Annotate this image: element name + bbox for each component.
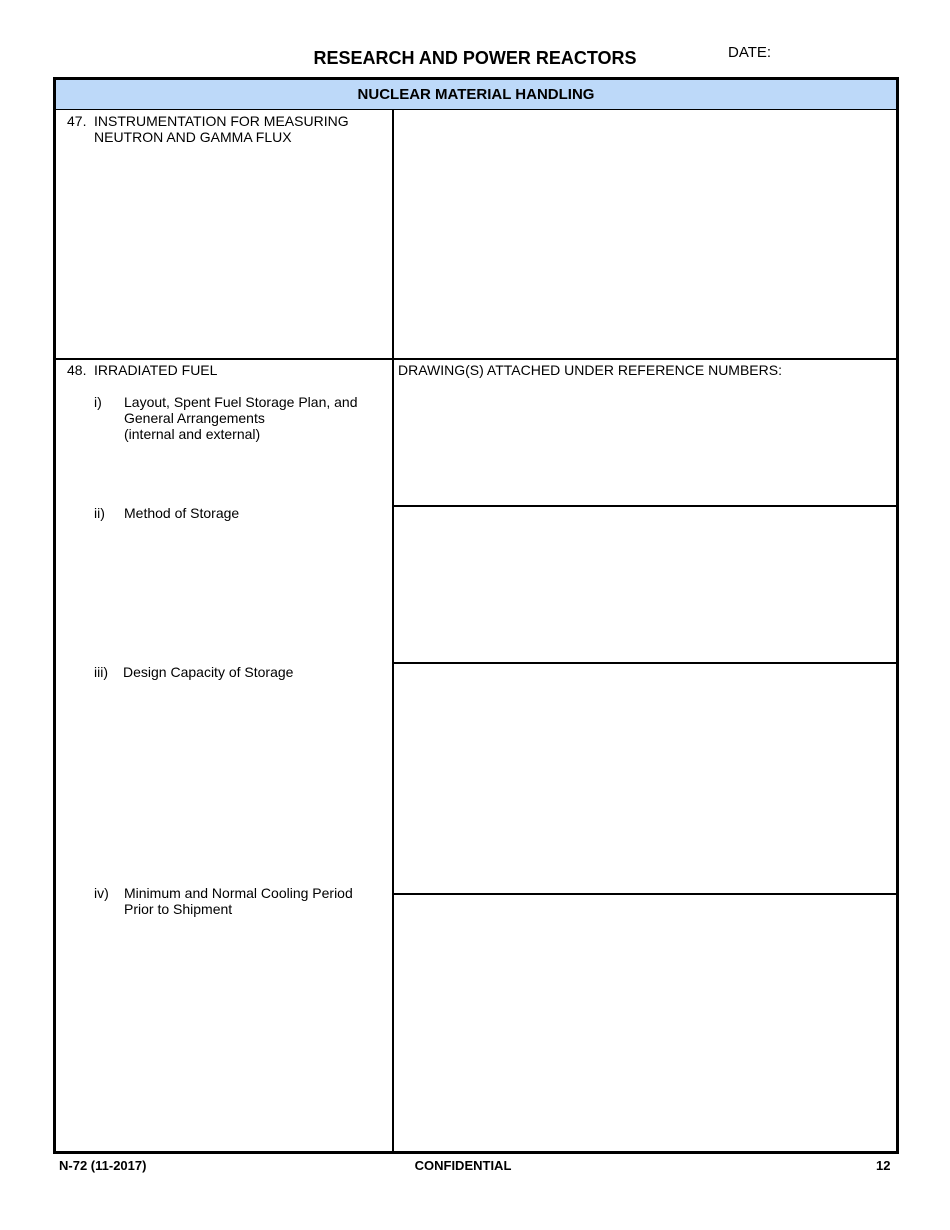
form-id: N-72 (11-2017) <box>59 1158 147 1173</box>
sub-item-iv-answer-field[interactable] <box>394 895 896 1151</box>
sub-item-iv-label: Minimum and Normal Cooling Period Prior to Shipment <box>124 885 353 917</box>
sub-item-i-number: i) <box>94 394 102 410</box>
row-divider-47-48 <box>56 358 896 360</box>
page-title: RESEARCH AND POWER REACTORS <box>313 48 637 68</box>
sub-item-iii-answer-field[interactable] <box>394 664 896 893</box>
sub-item-iii-number: iii) <box>94 664 108 680</box>
sub-item-ii-answer-field[interactable] <box>394 507 896 662</box>
section-header: NUCLEAR MATERIAL HANDLING <box>56 80 896 110</box>
drawings-reference-label: DRAWING(S) ATTACHED UNDER REFERENCE NUMBERS: <box>398 362 782 378</box>
sub-item-ii-number: ii) <box>94 505 105 521</box>
page-number: 12 <box>876 1158 891 1173</box>
item-48-label: IRRADIATED FUEL <box>94 362 218 378</box>
form-table <box>53 77 899 1154</box>
item-47-number: 47. <box>67 113 87 129</box>
date-label: DATE: <box>728 44 772 61</box>
item-47-label: INSTRUMENTATION FOR MEASURING NEUTRON AND GAMMA FLUX <box>94 113 349 145</box>
item-47-answer-field[interactable] <box>394 110 896 358</box>
sub-item-iv-number: iv) <box>94 885 109 901</box>
sub-item-i-label: Layout, Spent Fuel Storage Plan, and General Arrangements (internal and external) <box>124 394 358 442</box>
sub-item-i-answer-field[interactable] <box>394 380 896 505</box>
item-48-number: 48. <box>67 362 87 378</box>
classification: CONFIDENTIAL <box>414 1158 512 1173</box>
sub-item-ii-label: Method of Storage <box>124 505 240 521</box>
sub-item-iii-label: Design Capacity of Storage <box>123 664 294 680</box>
